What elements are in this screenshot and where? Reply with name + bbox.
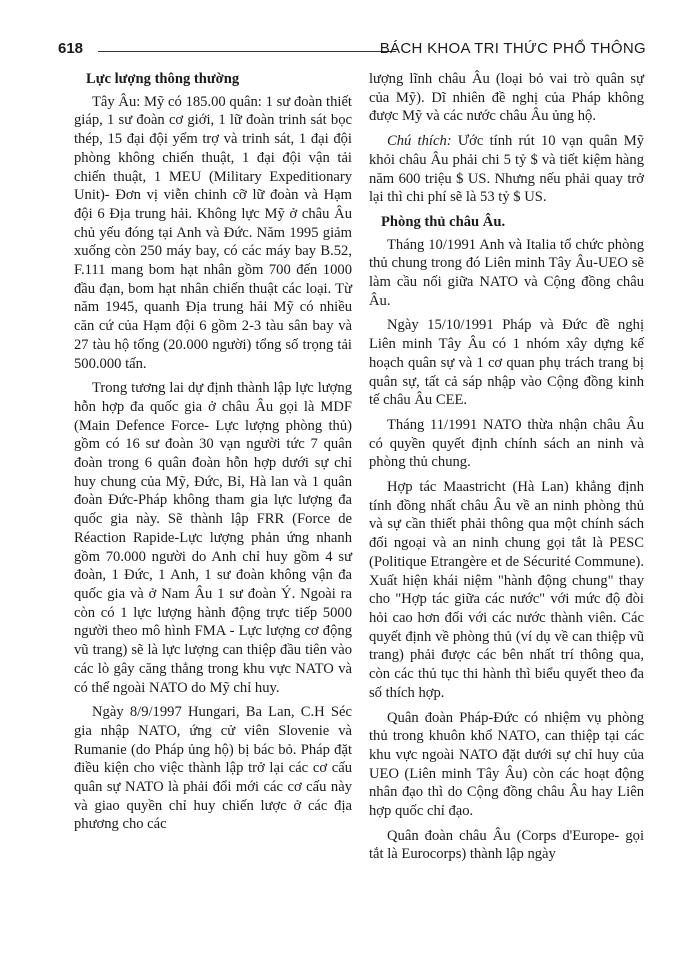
book-title: BÁCH KHOA TRI THỨC PHỔ THÔNG: [379, 40, 646, 57]
right-column: [369, 70, 644, 870]
paragraph: Hợp tác Maastricht (Hà Lan) khẳng định tính đồng nhất châu Âu về an ninh phòng thủ và sự cần thiết phải thông qua một chính sách đối ngoại và an ninh chung gọi tắt là PESC (Politique Etrangère et de Sécurité Commune). Xuất hiện khái niệm "hành động chung" thay cho "Hợp tác giữa các nước" với mức độ đòi hỏi cao hơn đối với các nước thành viên. Các quyết định về phòng thủ (ví dụ về can thiệp vũ trang) phải được các bên nhất trí thông qua, còn các thủ tục thi hành thì biểu quyết theo đa số thích hợp.: [369, 479, 644, 701]
footnote: [369, 132, 644, 207]
note-text: Ước tính rút 10 vạn quân Mỹ khỏi châu Âu phải chi 5 tỷ $ và tiết kiệm hàng năm 600 triệu $ US. Nhưng nếu phải quay trở lại thì chi phí sẽ là 53 tỷ $ US.: [369, 133, 644, 206]
paragraph: Trong tương lai dự định thành lập lực lượng hỗn hợp đa quốc gia ở châu Âu gọi là MDF (Main Defence Force- Lực lượng phòng thủ) gồm có 16 sư đoàn 30 vạn người tức 7 quân đoàn trong 6 quân đoàn hỗn hợp dưới sự chỉ huy chung của Mỹ, Đức, Bỉ, Hà lan và 1 quân đoàn Đức-Pháp không tham gia lực lượng đa quốc gia này. Sẽ thành lập FRR (Force de Réaction Rapide-Lực lượng phản ứng nhanh gồm 70.000 người do Anh chỉ huy gồm 4 sư đoàn, 1 Đức, 1 Anh, 1 sư đoàn không vận đa quốc gia và ở Nam Âu 1 sư đoàn Ý. Ngoài ra còn có 1 lực lượng hành động trực tiếp 5000 người theo mô hình FMA - Lực lượng cơ động vũ trang) sẽ là lực lượng can thiệp đầu tiên vào các lò gây căng thẳng trong khu vực NATO và có thể ngoài NATO do Mỹ chỉ huy.: [74, 380, 352, 696]
paragraph: Ngày 15/10/1991 Pháp và Đức đề nghị Liên minh Tây Âu có 1 nhóm xây dựng kế hoạch quân sự và 1 cơ quan phụ trách trang bị quân sự, tất cả sáp nhập vào Cộng đồng kinh tế châu Âu CEE.: [369, 317, 644, 409]
page-header: [58, 40, 646, 62]
paragraph: Quân đoàn Pháp-Đức có nhiệm vụ phòng thủ trong khuôn khổ NATO, can thiệp tại các khu vực ngoài NATO đặt dưới sự chỉ huy của UEO (Liên minh Tây Âu) còn các hoạt động nhân đạo thì do Cộng đồng châu Âu hay Liên hợp quốc chỉ đạo.: [369, 709, 644, 820]
section-heading-conventional-forces: Lực lượng thông thường: [86, 71, 240, 87]
page-number: 618: [58, 40, 84, 57]
paragraph: Quân đoàn châu Âu (Corps d'Europe- gọi tắt là Eurocorps) thành lập ngày: [369, 827, 644, 863]
section-heading-european-defence: Phòng thủ châu Âu.: [381, 213, 506, 230]
header-rule: [98, 51, 396, 52]
paragraph: Tây Âu: Mỹ có 185.00 quân: 1 sư đoàn thiết giáp, 1 sư đoàn cơ giới, 1 lữ đoàn trinh sát bọc thép, 15 đại đội yểm trợ và trinh sát, 1 đại đội phòng không chiến thuật, 1 đại đội vận tải chiến thuật, 1 MEU (Military Expeditionary Unit)- Đơn vị viễn chinh cỡ lữ đoàn và Hạm đội 6 Địa trung hải. Không lực Mỹ ở châu Âu chủ yếu đóng tại Anh và Đức. Năm 1995 giảm xuống còn 250 máy bay, có các máy bay B.52, F.111 mang bom hạt nhân gồm 700 đến 1000 đầu đạn, bom hạt nhân chiến thuật các loại. Từ năm 1945, quanh Địa trung hải Mỹ có nhiều căn cứ của Hạm đội 6 gồm 2-3 tàu sân bay và 27 tàu hộ tống (20.000 người) tổng số trọng tải 500.000 tấn.: [74, 93, 352, 372]
left-column: [74, 70, 352, 840]
paragraph: Ngày 8/9/1997 Hungari, Ba Lan, C.H Séc gia nhập NATO, ứng cử viên Slovenie và Rumanie (do Pháp ủng hộ) bị bác bỏ. Pháp đặt điều kiện cho việc thành lập trở lại các cơ cấu quân sự NATO là phải đổi mới các cơ cấu này và giao quyền chỉ huy chiến lược ở các địa phương cho các: [74, 704, 352, 833]
paragraph: Tháng 10/1991 Anh và Italia tổ chức phòng thủ chung trong đó Liên minh Tây Âu-UEO sẽ làm cầu nối giữa NATO và Cộng đồng châu Âu.: [369, 236, 644, 309]
paragraph: Tháng 11/1991 NATO thừa nhận châu Âu có quyền quyết định chính sách an ninh và phòng thủ chung.: [369, 416, 644, 471]
note-label: Chú thích:: [387, 133, 452, 150]
paragraph-continued: lượng lĩnh châu Âu (loại bỏ vai trò quân sự của Mỹ). Dĩ nhiên đề nghị của Pháp không được Mỹ và các nước châu Âu ủng hộ.: [369, 71, 644, 125]
